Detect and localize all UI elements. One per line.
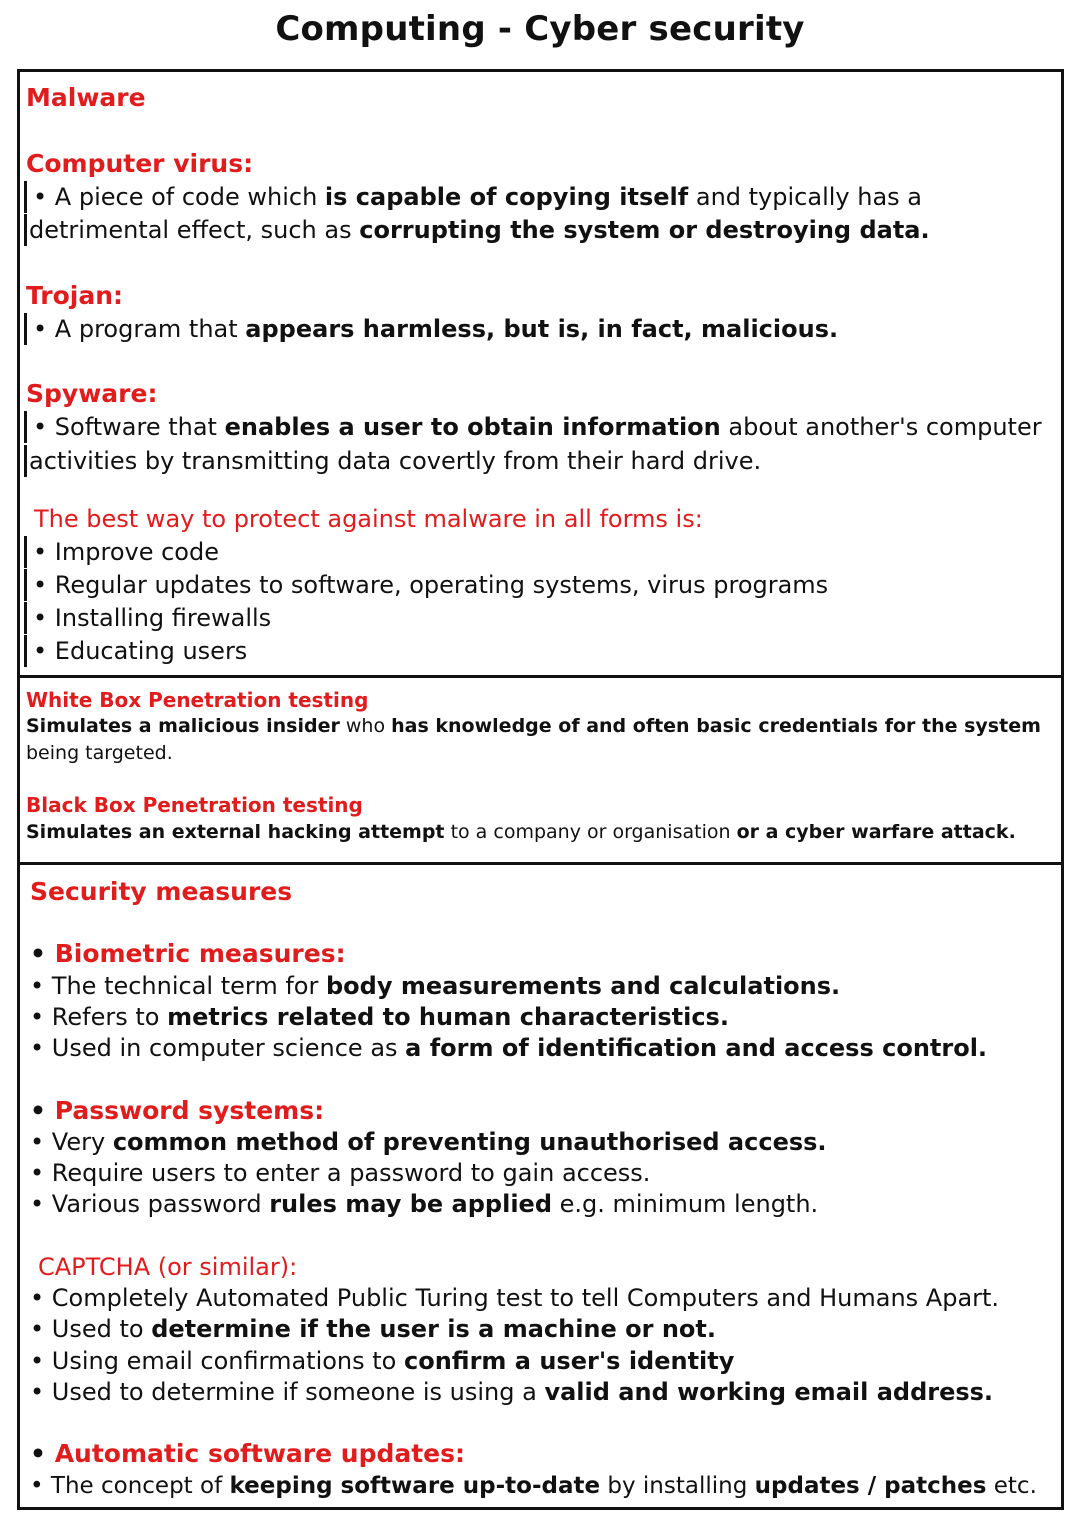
captcha-line-1: • Completely Automated Public Turing test to tell Computers and Humans Apart. [30, 1284, 1000, 1312]
virus-heading: Computer virus: [26, 149, 254, 178]
password-line-1: • Very common method of preventing unauthorised access. [30, 1128, 827, 1156]
biometric-line-2: • Refers to metrics related to human characteristics. [30, 1003, 729, 1031]
spyware-line-2: activities by transmitting data covertly from their hard drive. [24, 445, 761, 477]
password-line-2: • Require users to enter a password to gain access. [30, 1159, 651, 1187]
protect-item: • Regular updates to software, operating systems, virus programs [24, 569, 828, 601]
security-heading: Security measures [30, 877, 293, 906]
updates-line-1: • The concept of keeping software up-to-date by installing updates / patches etc. [30, 1473, 1037, 1499]
password-heading: • Password systems: [30, 1096, 325, 1125]
protect-heading: The best way to protect against malware in all forms is: [34, 505, 703, 533]
biometric-heading: • Biometric measures: [30, 939, 346, 968]
virus-line-1: • A piece of code which is capable of copying itself and typically has a [24, 181, 922, 213]
captcha-line-2: • Used to determine if the user is a machine or not. [30, 1315, 716, 1343]
malware-heading: Malware [26, 83, 146, 112]
spyware-heading: Spyware: [26, 379, 158, 408]
updates-heading: • Automatic software updates: [30, 1439, 466, 1468]
virus-line-2: detrimental effect, such as corrupting the system or destroying data. [24, 214, 930, 246]
page-title: Computing - Cyber security [275, 9, 805, 49]
protect-item: • Installing firewalls [24, 602, 271, 634]
protect-item: • Improve code [24, 536, 219, 568]
captcha-line-4: • Used to determine if someone is using a valid and working email address. [30, 1378, 994, 1406]
biometric-line-1: • The technical term for body measurements and calculations. [30, 972, 841, 1000]
trojan-heading: Trojan: [26, 281, 124, 310]
black-box-heading: Black Box Penetration testing [26, 793, 363, 817]
white-box-line-2: being targeted. [26, 742, 173, 764]
captcha-line-3: • Using email confirmations to confirm a user's identity [30, 1347, 735, 1375]
white-box-line-1: Simulates a malicious insider who has knowledge of and often basic credentials for the system [26, 715, 1041, 737]
bullet: • [33, 183, 48, 211]
black-box-line-1: Simulates an external hacking attempt to a company or organisation or a cyber warfare attack. [26, 821, 1016, 843]
white-box-heading: White Box Penetration testing [26, 688, 369, 712]
spyware-line-1: • Software that enables a user to obtain information about another's computer [24, 411, 1042, 443]
protect-item: • Educating users [24, 635, 247, 667]
password-line-3: • Various password rules may be applied e.g. minimum length. [30, 1190, 819, 1218]
captcha-heading: CAPTCHA (or similar): [38, 1253, 298, 1281]
biometric-line-3: • Used in computer science as a form of identification and access control. [30, 1034, 988, 1062]
trojan-line-1: • A program that appears harmless, but is, in fact, malicious. [24, 313, 838, 345]
